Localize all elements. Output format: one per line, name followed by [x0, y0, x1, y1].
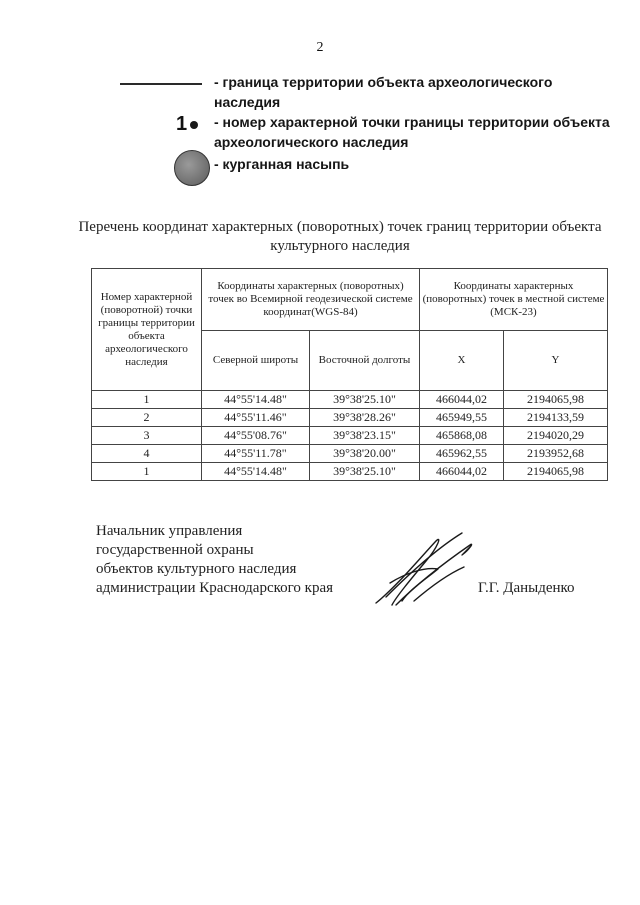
cell-point-number: 3 — [92, 427, 202, 445]
table-row — [92, 409, 608, 427]
header-lon: Восточной долготы — [310, 331, 420, 391]
point-dot-icon — [190, 121, 198, 129]
legend-text: - номер характерной точки границы территории объекта археологического наследия — [214, 114, 610, 150]
cell-x: 465868,08 — [420, 427, 504, 445]
cell-lon: 39°38'28.26" — [310, 409, 420, 427]
point-number-label: 1 — [176, 113, 188, 135]
cell-point-number: 4 — [92, 445, 202, 463]
mound-circle-icon — [174, 150, 210, 186]
legend-text: - граница территории объекта археологического наследия — [214, 74, 553, 110]
cell-y: 2194133,59 — [504, 409, 608, 427]
cell-lat: 44°55'14.48" — [202, 463, 310, 481]
cell-x: 465949,55 — [420, 409, 504, 427]
signer-title-line: государственной охраны — [96, 542, 254, 558]
table-title: Перечень координат характерных (поворотных) точек границ территории объекта культурного наследия — [78, 219, 602, 254]
header-lat: Северной широты — [202, 331, 310, 391]
handwritten-signature-icon — [366, 527, 478, 611]
signer-name: Г.Г. Даныденко — [478, 580, 575, 596]
cell-y: 2194065,98 — [504, 391, 608, 409]
table-row — [92, 463, 608, 481]
signer-title-line: администрации Краснодарского края — [96, 580, 334, 596]
cell-point-number: 2 — [92, 409, 202, 427]
cell-point-number: 1 — [92, 391, 202, 409]
point-number-icon — [176, 115, 210, 135]
signer-title — [96, 522, 396, 598]
cell-lon: 39°38'23.15" — [310, 427, 420, 445]
signer-title-line: Начальник управления — [96, 523, 243, 539]
header-x: X — [420, 331, 504, 391]
cell-point-number: 1 — [92, 463, 202, 481]
cell-y: 2194065,98 — [504, 463, 608, 481]
cell-y: 2193952,68 — [504, 445, 608, 463]
cell-x: 466044,02 — [420, 463, 504, 481]
signer-title-line: объектов культурного наследия — [96, 561, 297, 577]
cell-lat: 44°55'08.76" — [202, 427, 310, 445]
cell-x: 465962,55 — [420, 445, 504, 463]
legend-text: - курганная насыпь — [214, 156, 350, 172]
table-row — [92, 391, 608, 409]
header-wgs-group: Координаты характерных (поворотных) точек во Всемирной геодезической системе координат(WGS-84) — [202, 269, 420, 331]
cell-lon: 39°38'25.10" — [310, 463, 420, 481]
table-row — [92, 445, 608, 463]
cell-lat: 44°55'11.78" — [202, 445, 310, 463]
table-row — [92, 427, 608, 445]
cell-lat: 44°55'11.46" — [202, 409, 310, 427]
header-y: Y — [504, 331, 608, 391]
coordinates-table — [91, 268, 608, 481]
page-number: 2 — [316, 40, 324, 55]
cell-lon: 39°38'25.10" — [310, 391, 420, 409]
header-point-number: Номер характерной (поворотной) точки границы территории объекта археологического наследия — [92, 269, 202, 391]
header-local-group: Координаты характерных (поворотных) точек в местной системе (МСК-23) — [420, 269, 608, 331]
cell-lon: 39°38'20.00" — [310, 445, 420, 463]
cell-y: 2194020,29 — [504, 427, 608, 445]
cell-x: 466044,02 — [420, 391, 504, 409]
cell-lat: 44°55'14.48" — [202, 391, 310, 409]
line-icon — [120, 83, 202, 85]
